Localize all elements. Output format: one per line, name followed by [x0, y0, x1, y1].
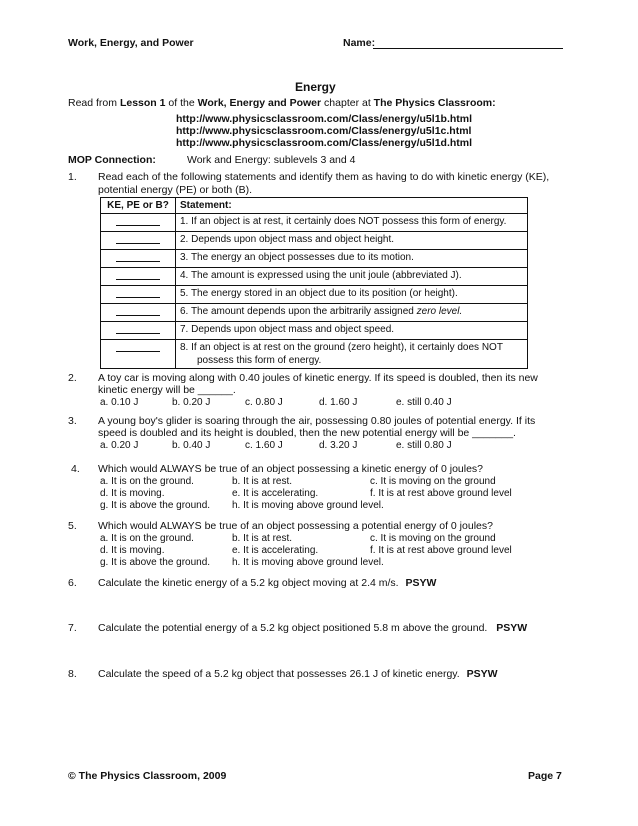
q8-text: Calculate the speed of a 5.2 kg object that possesses 26.1 J of kinetic energy. — [98, 668, 460, 680]
mop-label: MOP Connection: — [68, 154, 156, 166]
mop-text: Work and Energy: sublevels 3 and 4 — [187, 154, 356, 166]
q1-text-line2: potential energy (PE) or both (B). — [98, 184, 253, 196]
q2-text-line1: A toy car is moving along with 0.40 joules of kinetic energy. If its speed is doubled, then its new — [98, 372, 538, 384]
statement-text-main: 8. If an object is at rest on the ground (zero height), it certainly does NOT — [180, 342, 503, 353]
table-row — [101, 214, 528, 232]
answer-blank[interactable] — [101, 250, 176, 268]
q5-option-e[interactable]: e. It is accelerating. — [232, 545, 319, 556]
q3-option-e[interactable]: e. still 0.80 J — [396, 440, 452, 451]
q1-text-line1: Read each of the following statements and identify them as having to do with kinetic energy (KE), — [98, 171, 550, 183]
answer-blank[interactable] — [101, 232, 176, 250]
q4-option-c[interactable]: c. It is moving on the ground — [370, 476, 496, 487]
q5-option-f[interactable]: f. It is at rest above ground level — [370, 545, 512, 556]
q3-option-c[interactable]: c. 1.60 J — [245, 440, 283, 451]
q2-option-a[interactable]: a. 0.10 J — [100, 397, 139, 408]
statement-table — [100, 197, 528, 369]
intro-lesson: Lesson 1 — [119, 97, 166, 109]
q5-text: Which would ALWAYS be true of an object possessing a potential energy of 0 joules? — [98, 520, 493, 532]
q2-option-e[interactable]: e. still 0.40 J — [396, 397, 452, 408]
q6-psyw: PSYW — [405, 577, 437, 589]
url-link-2[interactable]: http://www.physicsclassroom.com/Class/energy/u5l1c.html — [176, 125, 472, 137]
intro-site: The Physics Classroom: — [373, 97, 496, 109]
table-row — [101, 304, 528, 322]
statement-text-main: 6. The amount depends upon the arbitrarily assigned — [180, 306, 414, 317]
q4-number: 4. — [71, 463, 80, 475]
statement-text: 4. The amount is expressed using the unit joule (abbreviated J). — [176, 268, 528, 286]
q3-option-d[interactable]: d. 3.20 J — [319, 440, 358, 451]
statement-text-cont: possess this form of energy. — [197, 355, 322, 366]
header-title: Work, Energy, and Power — [68, 37, 194, 49]
q5-option-d[interactable]: d. It is moving. — [100, 545, 165, 556]
q3-text-line2: speed is doubled and its height is doubled, then the new potential energy will be _______. — [98, 427, 516, 439]
table-row — [101, 232, 528, 250]
q7-line — [98, 622, 527, 634]
q4-option-e[interactable]: e. It is accelerating. — [232, 488, 319, 499]
q5-option-h[interactable]: h. It is moving above ground level. — [232, 557, 384, 568]
q5-number: 5. — [68, 520, 77, 532]
name-field[interactable] — [373, 48, 563, 49]
q7-text: Calculate the potential energy of a 5.2 kg object positioned 5.8 m above the ground. — [98, 622, 488, 634]
page-title: Energy — [295, 80, 336, 94]
statement-text — [176, 304, 528, 322]
q6-text: Calculate the kinetic energy of a 5.2 kg object moving at 2.4 m/s. — [98, 577, 399, 589]
url-link-1[interactable]: http://www.physicsclassroom.com/Class/energy/u5l1b.html — [176, 113, 473, 125]
answer-blank[interactable] — [101, 268, 176, 286]
q4-option-d[interactable]: d. It is moving. — [100, 488, 165, 499]
q5-option-a[interactable]: a. It is on the ground. — [100, 533, 194, 544]
q3-text-line1: A young boy's glider is soaring through the air, possessing 0.80 joules of potential energy. If its — [98, 415, 536, 427]
table-header-row — [101, 198, 528, 214]
q7-psyw: PSYW — [496, 622, 528, 634]
q8-number: 8. — [68, 668, 77, 680]
footer-page-number: Page 7 — [528, 770, 562, 782]
q3-option-a[interactable]: a. 0.20 J — [100, 440, 139, 451]
q2-number: 2. — [68, 372, 77, 384]
statement-text: 5. The energy stored in an object due to its position (or height). — [176, 286, 528, 304]
q4-option-g[interactable]: g. It is above the ground. — [100, 500, 211, 511]
q4-text: Which would ALWAYS be true of an object possessing a kinetic energy of 0 joules? — [98, 463, 484, 475]
q6-line — [98, 577, 436, 589]
statement-text: 7. Depends upon object mass and object speed. — [176, 322, 528, 340]
intro-of-the: of the — [168, 97, 195, 109]
answer-blank[interactable] — [101, 340, 176, 369]
q2-option-b[interactable]: b. 0.20 J — [172, 397, 211, 408]
statement-text — [176, 340, 528, 369]
intro-read-from: Read from — [68, 97, 118, 109]
url-link-3[interactable]: http://www.physicsclassroom.com/Class/energy/u5l1d.html — [176, 137, 473, 149]
intro-line — [68, 97, 496, 109]
name-label: Name: — [343, 37, 376, 49]
q7-number: 7. — [68, 622, 77, 634]
statement-italic: zero level. — [416, 306, 463, 317]
table-row — [101, 322, 528, 340]
table-row — [101, 340, 528, 369]
intro-chapter: Work, Energy and Power — [197, 97, 322, 109]
table-row — [101, 250, 528, 268]
col-header-answer: KE, PE or B? — [101, 198, 176, 214]
table-row — [101, 268, 528, 286]
q2-option-d[interactable]: d. 1.60 J — [319, 397, 358, 408]
answer-blank[interactable] — [101, 214, 176, 232]
col-header-statement: Statement: — [176, 198, 528, 214]
q1-number: 1. — [68, 171, 77, 183]
q5-option-c[interactable]: c. It is moving on the ground — [370, 533, 496, 544]
q8-line — [98, 668, 498, 680]
q4-option-h[interactable]: h. It is moving above ground level. — [232, 500, 384, 511]
table-row — [101, 286, 528, 304]
q4-option-b[interactable]: b. It is at rest. — [232, 476, 293, 487]
q4-option-a[interactable]: a. It is on the ground. — [100, 476, 194, 487]
q5-option-b[interactable]: b. It is at rest. — [232, 533, 293, 544]
answer-blank[interactable] — [101, 304, 176, 322]
intro-chapter-at: chapter at — [324, 97, 371, 109]
statement-text: 2. Depends upon object mass and object height. — [176, 232, 528, 250]
q8-psyw: PSYW — [466, 668, 498, 680]
q6-number: 6. — [68, 577, 77, 589]
footer-copyright: © The Physics Classroom, 2009 — [68, 770, 227, 782]
q3-number: 3. — [68, 415, 77, 427]
answer-blank[interactable] — [101, 286, 176, 304]
q4-option-f[interactable]: f. It is at rest above ground level — [370, 488, 512, 499]
statement-text: 1. If an object is at rest, it certainly does NOT possess this form of energy. — [176, 214, 528, 232]
q2-option-c[interactable]: c. 0.80 J — [245, 397, 283, 408]
answer-blank[interactable] — [101, 322, 176, 340]
q2-text-line2: kinetic energy will be ______. — [98, 384, 236, 396]
q5-option-g[interactable]: g. It is above the ground. — [100, 557, 211, 568]
q3-option-b[interactable]: b. 0.40 J — [172, 440, 211, 451]
statement-text: 3. The energy an object possesses due to its motion. — [176, 250, 528, 268]
